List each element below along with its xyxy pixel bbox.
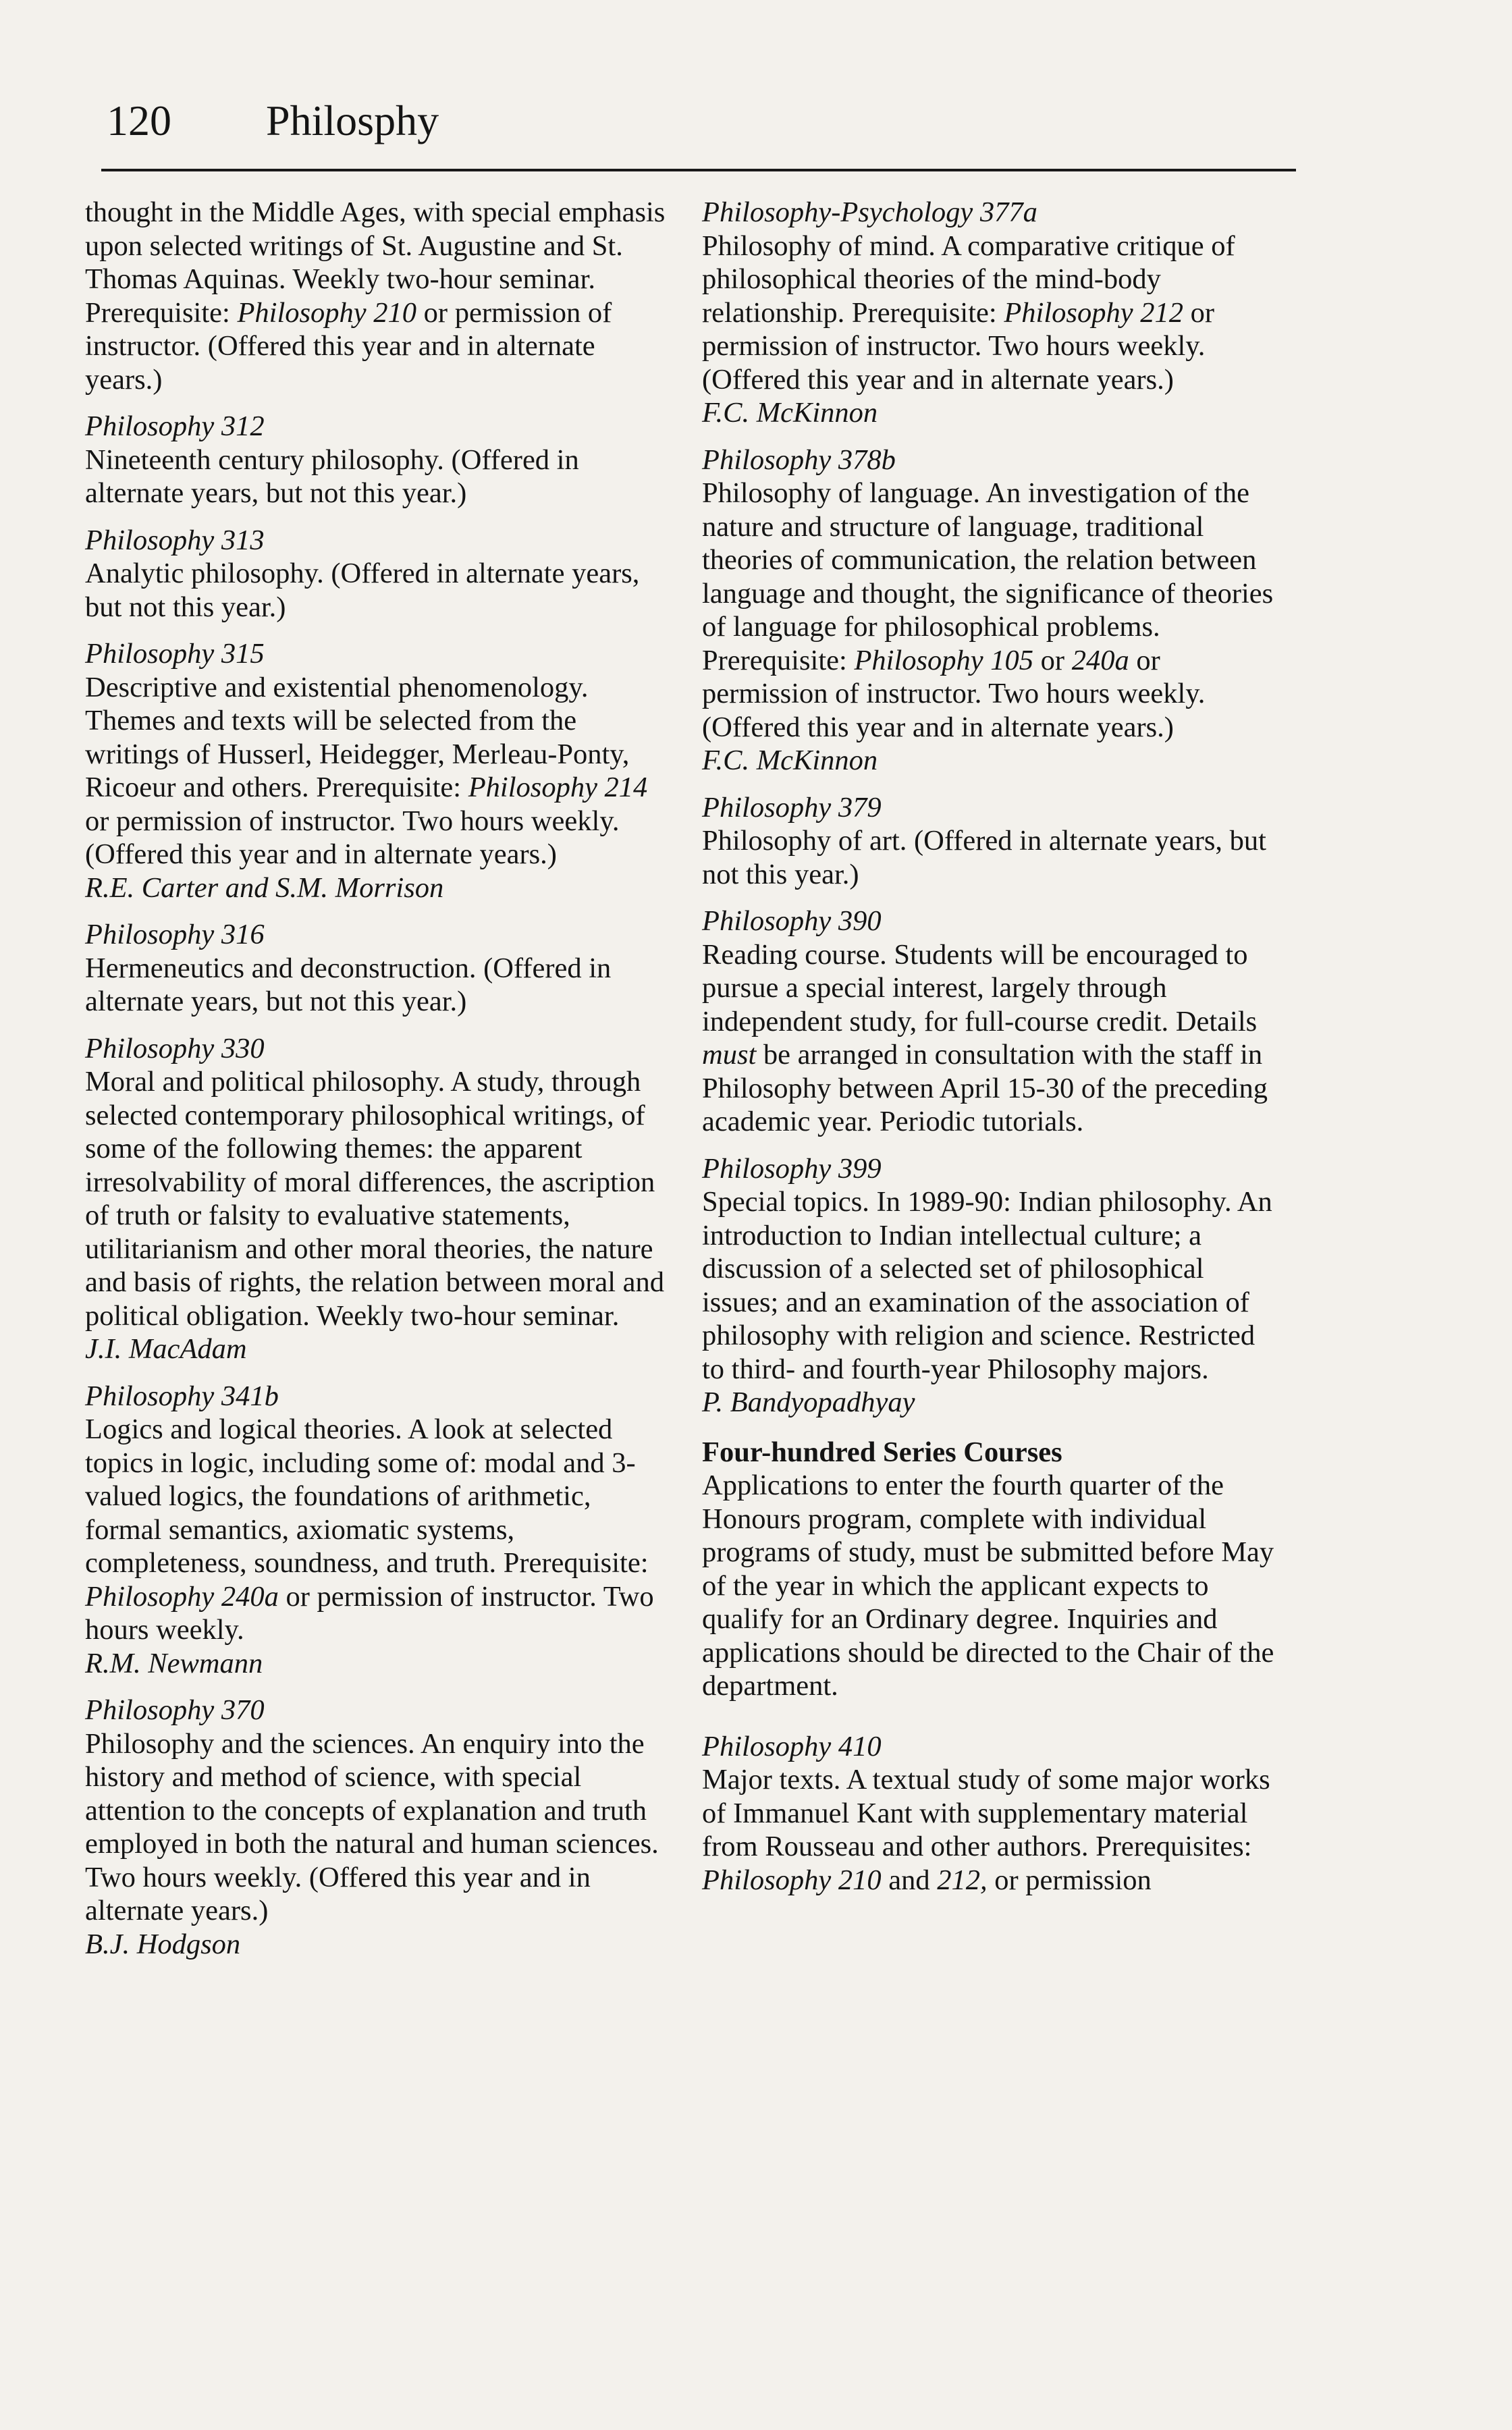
course-description: Descriptive and existential phenomenology. Themes and texts will be selected from the writings of Husserl, Heidegger, Merleau-Ponty, Ricoeur and others. Prerequisite: Philosophy 214 or permission of instructor. Two hours weekly. (Offered this year and in alternate years.)	[85, 671, 648, 870]
course-reference: Philosophy 212	[1004, 296, 1183, 329]
course-reference: 212,	[937, 1864, 988, 1896]
course-title: Philosophy 312	[85, 410, 265, 442]
course-reference: Philosophy 240a	[85, 1580, 279, 1613]
course-entry	[702, 196, 1282, 430]
left-column	[85, 196, 666, 1974]
course-description: Logics and logical theories. A look at selected topics in logic, including some of: modal and 3-valued logics, the foundations of arithmetic, formal semantics, axiomatic systems, completeness, soundness, and truth. Prerequisite: Philosophy 240a or permission of instructor. Two hours weekly.	[85, 1413, 654, 1646]
page-header	[101, 94, 1296, 171]
course-entry	[702, 791, 1282, 892]
course-title: Philosophy 315	[85, 638, 265, 670]
course-title: Philosophy 399	[702, 1152, 882, 1185]
emphasis-text: must	[702, 1039, 757, 1071]
course-title: Philosophy 379	[702, 791, 882, 824]
course-reference: Philosophy 214	[468, 772, 648, 803]
section-heading: Four-hundred Series Courses	[702, 1436, 1062, 1468]
continuation-entry	[85, 196, 666, 396]
course-reference: Philosophy 210	[237, 296, 417, 329]
course-title: Philosophy 410	[702, 1730, 882, 1762]
course-entry	[85, 918, 666, 1019]
instructor-name: F.C. McKinnon	[702, 745, 878, 776]
course-entry	[702, 443, 1282, 778]
course-title: Philosophy-Psychology 377a	[702, 196, 1037, 228]
course-description: Philosophy of art. (Offered in alternate years, but not this year.)	[702, 825, 1266, 890]
course-reference: Philosophy 105	[854, 644, 1034, 676]
course-entry	[85, 524, 666, 624]
course-entry	[85, 1380, 666, 1681]
course-title: Philosophy 378b	[702, 443, 896, 476]
course-description: Philosophy of language. An investigation of the nature and structure of language, traditional theories of communication, the relation between language and thought, the significance of theories of language for philosophical problems. Prerequisite: Philosophy 105 or 240a or permission of instructor. Two hours weekly. (Offered this year and in alternate years.)	[702, 477, 1274, 743]
page-heading: Philosphy	[266, 97, 439, 144]
right-column	[702, 196, 1282, 1910]
page-number: 120	[107, 97, 171, 144]
section-text: Applications to enter the fourth quarter of the Honours program, complete with individual programs of study, must be submitted before May of the year in which the applicant expects to qualify for an Ordinary degree. Inquiries and applications should be directed to the Chair of the department.	[702, 1469, 1274, 1702]
course-description: Special topics. In 1989-90: Indian philosophy. An introduction to Indian intellectual culture; a discussion of a selected set of philosophical issues; and an examination of the association of philosophy with religion and science. Restricted to third- and fourth-year Philosophy majors.	[702, 1186, 1272, 1385]
course-title: Philosophy 316	[85, 919, 265, 950]
course-entry	[85, 637, 666, 905]
course-description: Philosophy of mind. A comparative critique of philosophical theories of the mind-body relationship. Prerequisite: Philosophy 212 or permission of instructor. Two hours weekly. (Offered this year and in alternate years.)	[702, 230, 1235, 396]
course-title: Philosophy 390	[702, 905, 882, 937]
course-title: Philosophy 313	[85, 524, 265, 556]
course-description: Analytic philosophy. (Offered in alternate years, but not this year.)	[85, 558, 640, 623]
instructor-name: F.C. McKinnon	[702, 397, 878, 429]
instructor-name: P. Bandyopadhyay	[702, 1386, 915, 1418]
course-description: Moral and political philosophy. A study, through selected contemporary philosophical writings, of some of the following themes: the apparent irresolvability of moral differences, the ascription of truth or falsity to evaluative statements, utilitarianism and other moral theories, the nature and basis of rights, the relation between moral and political obligation. Weekly two-hour seminar.	[85, 1066, 665, 1332]
course-description: Major texts. A textual study of some major works of Immanuel Kant with supplementary material from Rousseau and other authors. Prerequisites: Philosophy 210 and 212, or permission	[702, 1764, 1270, 1896]
course-entry	[85, 1032, 666, 1366]
course-title: Philosophy 330	[85, 1032, 265, 1064]
instructor-name: R.M. Newmann	[85, 1647, 263, 1679]
course-description: Nineteenth century philosophy. (Offered in alternate years, but not this year.)	[85, 443, 579, 509]
course-reference: Philosophy 210	[702, 1864, 882, 1896]
course-entry	[702, 1152, 1282, 1420]
course-title: Philosophy 341b	[85, 1380, 279, 1412]
course-reference: 240a	[1071, 644, 1129, 676]
instructor-name: B.J. Hodgson	[85, 1928, 241, 1960]
instructor-name: J.I. MacAdam	[85, 1333, 247, 1365]
course-title: Philosophy 370	[85, 1694, 265, 1726]
instructor-name: R.E. Carter and S.M. Morrison	[85, 871, 444, 904]
course-description: Hermeneutics and deconstruction. (Offered in alternate years, but not this year.)	[85, 952, 612, 1017]
course-entry	[85, 410, 666, 510]
course-entry	[85, 1694, 666, 1961]
course-description: thought in the Middle Ages, with special emphasis upon selected writings of St. Augustine and St. Thomas Aquinas. Weekly two-hour seminar. Prerequisite: Philosophy 210 or permission of instructor. (Offered this year and in alternate years.)	[85, 196, 666, 396]
course-description: Reading course. Students will be encouraged to pursue a special interest, largely through independent study, for full-course credit. Details must be arranged in consultation with the staff in Philosophy between April 15-30 of the preceding academic year. Periodic tutorials.	[702, 938, 1268, 1137]
course-entry	[702, 905, 1282, 1139]
course-entry	[702, 1730, 1282, 1897]
course-description: Philosophy and the sciences. An enquiry into the history and method of science, with special attention to the concepts of explanation and truth employed in both the natural and human sciences. Two hours weekly. (Offered this year and in alternate years.)	[85, 1727, 659, 1926]
